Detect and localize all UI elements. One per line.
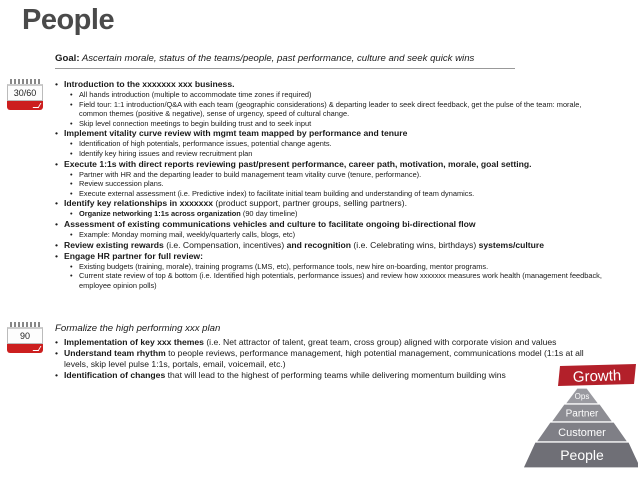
goal-statement [55,53,535,64]
sub-bullet: • Partner with HR and the departing leader to build management team vitality curve (tenure, performance). [55,170,610,180]
sub-bullet: • Organize networking 1:1s across organization (90 day timeline) [55,209,610,219]
calendar-label: 90 [7,327,43,344]
pyramid-label: Ops [574,391,590,401]
goal-text: Ascertain morale, status of the teams/people, past performance, culture and seek quick wins [81,53,475,64]
bullet-hr-partner: • Engage HR partner for full review: [55,251,610,262]
calendar-icon-90 [7,322,43,353]
page-title: People [22,4,115,36]
pyramid-level-partner [551,404,613,422]
sub-bullet: • Review succession plans. [55,179,610,189]
pyramid-level-people [523,442,638,468]
section-title: Formalize the high performing xxx plan [55,323,221,334]
bullet-changes: • Identification of changes that will lead to the highest of performing teams while delivering momentum building wins [55,370,525,381]
pyramid-label: Customer [558,426,606,439]
sub-bullet: • Existing budgets (training, morale), training programs (LMS, etc), performance tools, new hire on-boarding, mentor programs. [55,262,610,272]
calendar-icon-30-60 [7,79,43,110]
sub-bullet: • Current state review of top & bottom (i.e. Identified high potentials, performance issues) and review how xxxxxxx measures work health (management feedback, employee opinion polls) [55,271,610,290]
goal-divider [55,68,515,69]
bullet-communications: • Assessment of existing communications vehicles and culture to facilitate ongoing bi-directional flow [55,219,610,230]
pyramid-label: People [560,447,604,464]
sub-bullet: • Identification of high potentials, performance issues, potential change agents. [55,139,610,149]
sub-bullet: • Identify key hiring issues and review recruitment plan [55,149,610,159]
bullet-key-themes: • Implementation of key xxx themes (i.e. Net attractor of talent, great team, cross group) aligned with corporate vision and values [55,337,610,348]
bullet-vitality-curve: • Implement vitality curve review with mgmt team mapped by performance and tenure [55,128,610,139]
pyramid-label: Growth [572,367,622,386]
bullet-direct-reports: • Execute 1:1s with direct reports reviewing past/present performance, career path, motivation, morale, goal setting. [55,159,610,170]
pyramid-graphic [520,362,638,478]
pyramid-label: Partner [565,408,599,420]
bullet-rewards: • Review existing rewards (i.e. Compensation, incentives) and recognition (i.e. Celebrating wins, birthdays) systems/culture [55,240,610,251]
calendar-label: 30/60 [7,84,43,101]
sub-bullet: • All hands introduction (multiple to accommodate time zones if required) [55,90,610,100]
pyramid-level-customer [536,422,628,442]
bullet-introduction: • Introduction to the xxxxxxx xxx business. [55,79,610,90]
pyramid-level-growth [558,364,636,386]
bullet-team-rhythm: • Understand team rhythm to people reviews, performance management, high potential management, communications model (1:1s at all levels, skip level pulse 1:1s, portals, email, voicemail, etc.) [55,348,610,370]
sub-bullet: • Skip level connection meetings to begin building trust and to seek input [55,119,610,129]
bullet-key-relationships: • Identify key relationships in xxxxxxx (product support, partner groups, selling partners). [55,198,610,209]
growth-pyramid [520,362,638,478]
pyramid-level-ops [565,388,599,404]
sub-bullet: • Example: Monday morning mail, weekly/quarterly calls, blogs, etc) [55,230,610,240]
sub-bullet: • Execute external assessment (i.e. Predictive index) to facilitate initial team building and understanding of team dynamics. [55,189,610,199]
sub-bullet: • Field tour: 1:1 introduction/Q&A with each team (geographic considerations) & departing leader to seek direct feedback, get the pulse of the team: morale, common themes (positive & negative), sense of urgency, speed of cultural change. [55,100,610,119]
section-30-60-day [55,79,610,290]
goal-label: Goal: [55,53,80,64]
